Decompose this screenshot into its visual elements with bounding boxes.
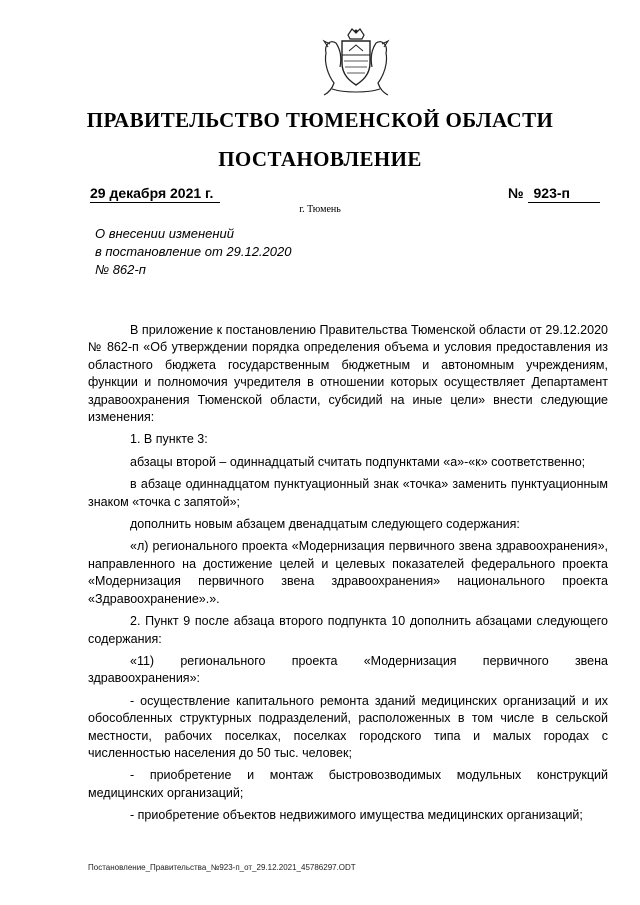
body-paragraph: 1. В пункте 3:	[130, 432, 208, 447]
subject-block	[95, 225, 355, 279]
subject-line: № 862-п	[95, 262, 146, 277]
document-body	[88, 322, 608, 830]
body-paragraph: - осуществление капитального ремонта зданий медицинских организаций и их обособленных структурных подразделений, расположенных в том числе в сельской местности, рабочих поселках, поселках городского типа и малых городах с численностью населения до 50 тыс. человек;	[88, 693, 608, 760]
coat-of-arms-emblem	[314, 27, 398, 101]
body-paragraph: - приобретение и монтаж быстровозводимых модульных конструкций медицинских организаций;	[88, 768, 608, 800]
body-paragraph: абзацы второй – одиннадцатый считать подпунктами «а»-«к» соответственно;	[130, 454, 586, 469]
document-type-title: ПОСТАНОВЛЕНИЕ	[218, 147, 422, 171]
body-paragraph: дополнить новым абзацем двенадцатым следующего содержания:	[130, 517, 520, 532]
body-paragraph: - приобретение объектов недвижимого имущества медицинских организаций;	[130, 808, 583, 823]
body-paragraph: в абзаце одиннадцатом пунктуационный знак «точка» заменить пунктуационным знаком «точка с запятой»;	[88, 477, 608, 509]
document-number	[508, 185, 604, 203]
organization-title: ПРАВИТЕЛЬСТВО ТЮМЕНСКОЙ ОБЛАСТИ	[86, 108, 554, 132]
body-paragraph: В приложение к постановлению Правительства Тюменской области от 29.12.2020 № 862-п «Об утверждении порядка определения объема и условия предоставления из областного бюджета государственным бюджетным и автономным учреждениям, функции и полномочия учредителя в отношении которых осуществляет Департамент здравоохранения Тюменской области, субсидий на иные цели» внести следующие изменения:	[88, 323, 608, 425]
body-paragraph: «л) регионального проекта «Модернизация первичного звена здравоохранения», направленного на достижение целей и целевых показателей федерального проекта «Модернизация первичного звена здравоохранения» национального проекта «Здравоохранение».».	[88, 539, 608, 606]
number-sign: №	[508, 185, 524, 201]
subject-line: в постановление от 29.12.2020	[95, 244, 292, 259]
subject-line: О внесении изменений	[95, 226, 234, 241]
footer-filename: Постановление_Правительства_№923-п_от_29.12.2021_45786297.ODT	[88, 863, 356, 872]
body-paragraph: «11) регионального проекта «Модернизация первичного звена здравоохранения»:	[88, 653, 608, 686]
city-label: г. Тюмень	[299, 204, 341, 215]
document-date: 29 декабря 2021 г.	[90, 185, 220, 203]
number-value: 923-п	[528, 185, 600, 203]
body-paragraph: 2. Пункт 9 после абзаца второго подпункта 10 дополнить абзацами следующего содержания:	[88, 614, 608, 646]
